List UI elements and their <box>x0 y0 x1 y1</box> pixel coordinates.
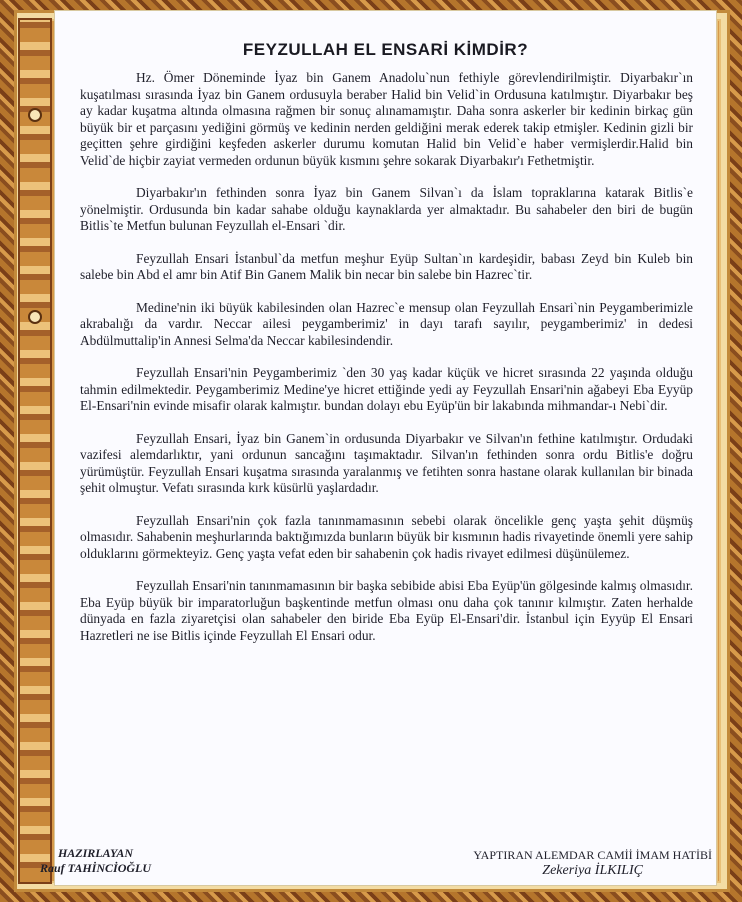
paragraph: Feyzullah Ensari'nin Peygamberimiz `den 30 yaş kadar küçük ve hicret sırasında 22 yaşında olduğu tahmin edilmektedir. Peygamberimiz Medine'ye hicret ettiğinde yedi ay Feyzullah Ensari'nin ağabeyi Eba Eyyüp El-Ensari'nin evinde misafir olarak kalmıştır. bundan dolayı ebu Eyüp'ün bir lakabında mihmandar-ı Nebi`dir. <box>80 365 693 413</box>
imam-name: Zekeriya İLKILIÇ <box>542 863 644 878</box>
paragraph: Medine'nin iki büyük kabilesinden olan Hazrec`e mensup olan Feyzullah Ensari`nin Peygamberimizle akrabalığı da vardır. Neccar ailesi peygamberimiz' in dayı tarafı sayılır, peygamberimiz' in dedesi Abdülmuttalip'in Annesi Selma'da Neccar kabilesindendir. <box>80 299 693 348</box>
paragraph: Hz. Ömer Döneminde İyaz bin Ganem Anadolu`nun fethiyle görevlendirilmiştir. Diyarbakır`ın kuşatılması sırasında İyaz bin Ganem ordusuyla beraber Halid bin Velid`in Ordusuna katılmıştır. Diyarbakır beş ay kadar kuşatma altında olmasına rağmen bir sonuç alınamamıştır. Daha sonra askerler bir kedinin birkaç gün büyük bir et parçasını yediğini görmüş ve kedinin nerden geldiğini merak ederek takip etmişler. Kedinin gizli bir geçitten şehre girdiğini keşfeden askerler durumu komutan Halid bin Velid`e haber vermişlerdir.Halid bin Velid`de hiçbir zayiat vermeden ordunun büyük kısmını şehre sokarak Diyarbakır'ı Fethetmiştir. <box>80 70 693 168</box>
preparer-signature <box>40 846 151 876</box>
paragraph: Feyzullah Ensari'nin tanınmamasının bir başka sebibide abisi Eba Eyüp'ün gölgesinde kalmış olmasıdır. Eba Eyüp büyük bir imparatorluğun başkentinde metfun olması onu daha çok tanınır kılmıştır. Zaten herhalde dünyada en fazla ziyaretçisi olan sahabeler den biride Eba Eyüp El-Ensari'dir. İstanbul için Eyyüp El Ensari Hazretleri ne ise Bitlis içinde Feyzullah El Ensari odur. <box>80 578 693 643</box>
text-panel <box>54 10 717 886</box>
paragraph: Feyzullah Ensari'nin çok fazla tanınmamasının sebebi olarak öncelikle genç yaşta şehit düşmüş olmasıdır. Sahabenin meşhurlarında baktığımızda bunların büyük bir kısmının hadis rivayetinde önemli yere sahip olduklarını görmekteyiz. Genç yaşta vefat eden bir sahabenin çok hadis rivayet edilmesi düşünülemez. <box>80 512 693 561</box>
ornament-dot-icon <box>28 310 42 324</box>
paragraph: Feyzullah Ensari İstanbul`da metfun meşhur Eyüp Sultan`ın kardeşidir, babası Zeyd bin Kuleb bin salebe bin Abd el amr bin Atif Bin Ganem Malik bin necar bin salebe bin Hazrec`tir. <box>80 250 693 282</box>
imam-signature <box>473 848 712 878</box>
article-body <box>80 70 693 660</box>
paragraph: Diyarbakır'ın fethinden sonra İyaz bin Ganem Silvan`ı da İslam topraklarına katarak Bitlis`e yönelmiştir. Ordusunda bin kadar sahabe olduğu kaynaklarda yer almaktadır. Bu sahabeler den biri de bugün Bitlis`te Metfun bulunan Feyzullah el-Ensari `dir. <box>80 185 693 233</box>
side-ornament <box>18 18 52 884</box>
preparer-name: Rauf TAHİNCİOĞLU <box>40 861 152 875</box>
imam-role: YAPTIRAN ALEMDAR CAMİİ İMAM HATİBİ <box>473 848 712 862</box>
paragraph: Feyzullah Ensari, İyaz bin Ganem`in ordusunda Diyarbakır ve Silvan'ın fethine katılmıştır. Ordudaki vazifesi alemdarlıktır, yani ordunun sancağını taşımaktadır. Silvan'ın fethinden sonra ordu Bitlis'e doğru yürümüştür. Feyzullah Ensari kuşatma sırasında yaralanmış ve fetihten sonra hastane olarak kullanılan bir binada şehit olmuştur. Vefatı sırasında kırk küsürlü yaşlardadır. <box>80 430 693 495</box>
preparer-role: HAZIRLAYAN <box>57 846 134 860</box>
ornament-dot-icon <box>28 108 42 122</box>
page-title: FEYZULLAH EL ENSARİ KİMDİR? <box>242 40 529 59</box>
